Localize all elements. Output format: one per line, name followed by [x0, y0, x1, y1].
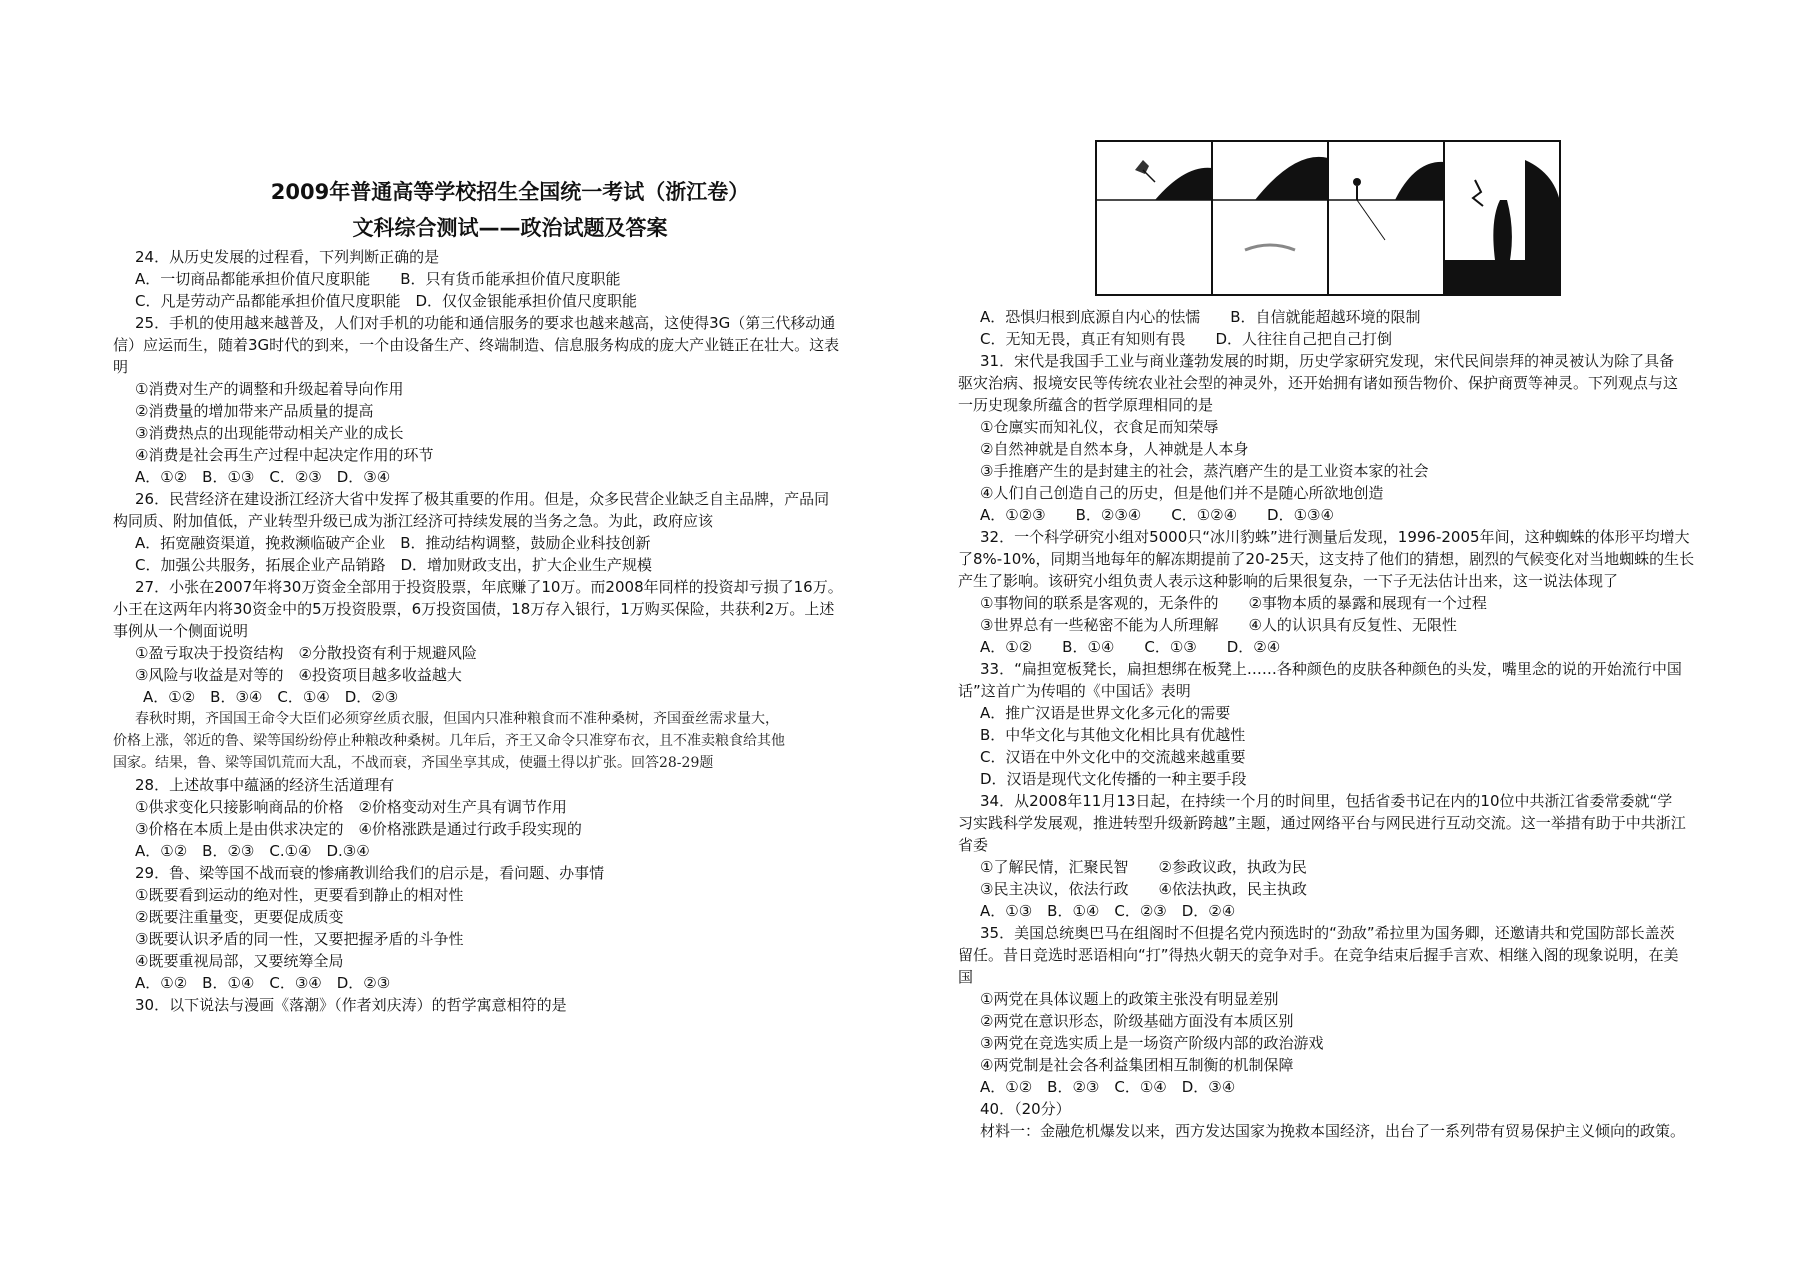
text-line: A．拓宽融资渠道，挽救濒临破产企业 B．推动结构调整，鼓励企业科技创新 — [135, 534, 651, 552]
text-line: 构同质、附加值低，产业转型升级已成为浙江经济可持续发展的当务之急。为此，政府应该 — [113, 512, 714, 530]
page-subtitle: 文科综合测试——政治试题及答案 — [352, 216, 668, 240]
text-line: A．①②③ B．②③④ C．①②④ D．①③④ — [980, 506, 1334, 524]
text-line: A．①② B．①④ C．③④ D．②③ — [135, 974, 391, 992]
text-line: 34．从2008年11月13日起，在持续一个月的时间里，包括省委书记在内的10位中共浙江省委常委就“学 — [980, 792, 1673, 810]
text-line: ①事物间的联系是客观的，无条件的 ②事物本质的暴露和展现有一个过程 — [980, 594, 1487, 612]
text-line: ④既要重视局部，又要统筹全局 — [135, 952, 344, 970]
text-line: 话”这首广为传唱的《中国话》表明 — [958, 682, 1191, 700]
text-line: 31．宋代是我国手工业与商业蓬勃发展的时期，历史学家研究发现，宋代民间崇拜的神灵被认为除了具备 — [980, 352, 1675, 370]
text-line: 价格上涨，邻近的鲁、梁等国纷纷停止种粮改种桑树。几年后，齐王又命令只准穿布衣，且不准卖粮食给其他 — [113, 733, 785, 749]
text-line: A．①② B．①④ C．①③ D．②④ — [980, 638, 1281, 656]
text-line: ②自然神就是自然本身，人神就是人本身 — [980, 440, 1249, 458]
text-line: ③世界总有一些秘密不能为人所理解 ④人的认识具有反复性、无限性 — [980, 616, 1457, 634]
text-line: 29．鲁、梁等国不战而衰的惨痛教训给我们的启示是，看问题、办事情 — [135, 864, 605, 882]
text-line: C．无知无畏，真正有知则有畏 D．人往往自己把自己打倒 — [980, 330, 1393, 348]
text-line: 春秋时期，齐国国王命令大臣们必须穿丝质衣服，但国内只准种粮食而不准种桑树，齐国蚕丝需求量大， — [135, 711, 779, 727]
text-line: ③消费热点的出现能带动相关产业的成长 — [135, 424, 404, 442]
text-line: 习实践科学发展观，推进转型升级新跨越”主题，通过网络平台与网民进行互动交流。这一举措有助于中共浙江 — [958, 814, 1686, 832]
text-line: ③既要认识矛盾的同一性，又要把握矛盾的斗争性 — [135, 930, 464, 948]
text-line: A．①② B．②③ C．①④ D．③④ — [980, 1078, 1236, 1096]
text-line: D．汉语是现代文化传播的一种主要手段 — [980, 770, 1247, 788]
text-line: 国 — [958, 968, 974, 986]
text-line: 40．（20分） — [980, 1100, 1071, 1118]
text-line: 30．以下说法与漫画《落潮》（作者刘庆涛）的哲学寓意相符的是 — [135, 996, 567, 1014]
text-line: 32．一个科学研究小组对5000只“冰川豹蛛”进行测量后发现，1996-2005年间，这种蜘蛛的体形平均增大 — [980, 528, 1690, 546]
text-line: ②两党在意识形态，阶级基础方面没有本质区别 — [980, 1012, 1294, 1030]
text-line: A．①② B．③④ C．①④ D．②③ — [143, 688, 399, 706]
text-line: ③两党在竞选实质上是一场资产阶级内部的政治游戏 — [980, 1034, 1324, 1052]
text-line: 了8%-10%，同期当地每年的解冻期提前了20-25天，这支持了他们的猜想，剧烈的气候变化对当地蜘蛛的生长 — [958, 550, 1695, 568]
text-line: 小王在这两年内将30资金中的5万投资股票，6万投资国债，18万存入银行，1万购买保险，共获利2万。上述 — [113, 600, 835, 618]
text-line: ①两党在具体议题上的政策主张没有明显差别 — [980, 990, 1279, 1008]
text-line: 26．民营经济在建设浙江经济大省中发挥了极其重要的作用。但是，众多民营企业缺乏自主品牌，产品同 — [135, 490, 830, 508]
text-line: 材料一：金融危机爆发以来，西方发达国家为挽救本国经济，出台了一系列带有贸易保护主义倾向的政策。 — [980, 1122, 1686, 1140]
text-line: 35．美国总统奥巴马在组阁时不但提名党内预选时的“劲敌”希拉里为国务卿，还邀请共和党国防部长盖茨 — [980, 924, 1675, 942]
text-line: C．加强公共服务，拓展企业产品销路 D．增加财政支出，扩大企业生产规模 — [135, 556, 653, 574]
text-line: C．汉语在中外文化中的交流越来越重要 — [980, 748, 1246, 766]
page-title: 2009年普通高等学校招生全国统一考试（浙江卷） — [270, 180, 750, 204]
text-line: 留任。昔日竞选时恶语相向“打”得热火朝天的竞争对手。在竞争结束后握手言欢、相继入阁的现象说明，在美 — [958, 946, 1679, 964]
text-line: ②既要注重量变，更要促成质变 — [135, 908, 344, 926]
text-line: 信）应运而生，随着3G时代的到来，一个由设备生产、终端制造、信息服务构成的庞大产业链正在壮大。这表 — [113, 336, 840, 354]
text-line: A．恐惧归根到底源自内心的怯懦 B．自信就能超越环境的限制 — [980, 308, 1421, 326]
text-line: A．①② B．②③ C.①④ D.③④ — [135, 842, 370, 860]
text-line: A．①③ B．①④ C．②③ D．②④ — [980, 902, 1236, 920]
text-line: ③民主决议，依法行政 ④依法执政，民主执政 — [980, 880, 1307, 898]
text-line: 事例从一个侧面说明 — [113, 622, 249, 640]
text-line: 明 — [113, 358, 129, 376]
text-line: ③风险与收益是对等的 ④投资项目越多收益越大 — [135, 666, 462, 684]
text-line: 24．从历史发展的过程看，下列判断正确的是 — [135, 248, 440, 266]
comic-falling-tide — [1095, 140, 1561, 296]
text-line: ①消费对生产的调整和升级起着导向作用 — [135, 380, 404, 398]
text-line: 一历史现象所蕴含的哲学原理相同的是 — [958, 396, 1214, 414]
text-line: 省委 — [958, 836, 989, 854]
text-line: ①了解民情，汇聚民智 ②参政议政，执政为民 — [980, 858, 1307, 876]
text-line: ④消费是社会再生产过程中起决定作用的环节 — [135, 446, 434, 464]
text-line: 33．“扁担宽板凳长，扁担想绑在板凳上……各种颜色的皮肤各种颜色的头发，嘴里念的说的开始流行中国 — [980, 660, 1682, 678]
text-line: 产生了影响。该研究小组负责人表示这种影响的后果很复杂，一下子无法估计出来，这一说法体现了 — [958, 572, 1619, 590]
text-line: ①供求变化只接影响商品的价格 ②价格变动对生产具有调节作用 — [135, 798, 567, 816]
text-line: 驱灾治病、报境安民等传统农业社会型的神灵外，还开始拥有诸如预告物价、保护商贾等神灵。下列观点与这 — [958, 374, 1679, 392]
text-line: ④两党制是社会各利益集团相互制衡的机制保障 — [980, 1056, 1294, 1074]
text-line: ④人们自己创造自己的历史，但是他们并不是随心所欲地创造 — [980, 484, 1384, 502]
text-line: C．凡是劳动产品都能承担价值尺度职能 D．仅仅金银能承担价值尺度职能 — [135, 292, 638, 310]
text-line: A．推广汉语是世界文化多元化的需要 — [980, 704, 1231, 722]
text-line: ①仓廪实而知礼仪，衣食足而知荣辱 — [980, 418, 1219, 436]
text-line: ①盈亏取决于投资结构 ②分散投资有利于规避风险 — [135, 644, 477, 662]
text-line: B．中华文化与其他文化相比具有优越性 — [980, 726, 1246, 744]
text-line: ②消费量的增加带来产品质量的提高 — [135, 402, 374, 420]
text-line: 25．手机的使用越来越普及，人们对手机的功能和通信服务的要求也越来越高，这使得3G（第三代移动通 — [135, 314, 836, 332]
text-line: 27．小张在2007年将30万资金全部用于投资股票，年底赚了10万。而2008年同样的投资却亏损了16万。 — [135, 578, 843, 596]
text-line: ③价格在本质上是由供求决定的 ④价格涨跌是通过行政手段实现的 — [135, 820, 582, 838]
text-line: ①既要看到运动的绝对性，更要看到静止的相对性 — [135, 886, 464, 904]
text-line: A．一切商品都能承担价值尺度职能 B．只有货币能承担价值尺度职能 — [135, 270, 621, 288]
text-line: ③手推磨产生的是封建主的社会，蒸汽磨产生的是工业资本家的社会 — [980, 462, 1429, 480]
text-line: 28．上述故事中蕴涵的经济生活道理有 — [135, 776, 395, 794]
text-line: A．①② B．①③ C．②③ D．③④ — [135, 468, 391, 486]
text-line: 国家。结果，鲁、梁等国饥荒而大乱，不战而衰，齐国坐享其成，使疆土得以扩张。回答28-29题 — [113, 755, 714, 771]
